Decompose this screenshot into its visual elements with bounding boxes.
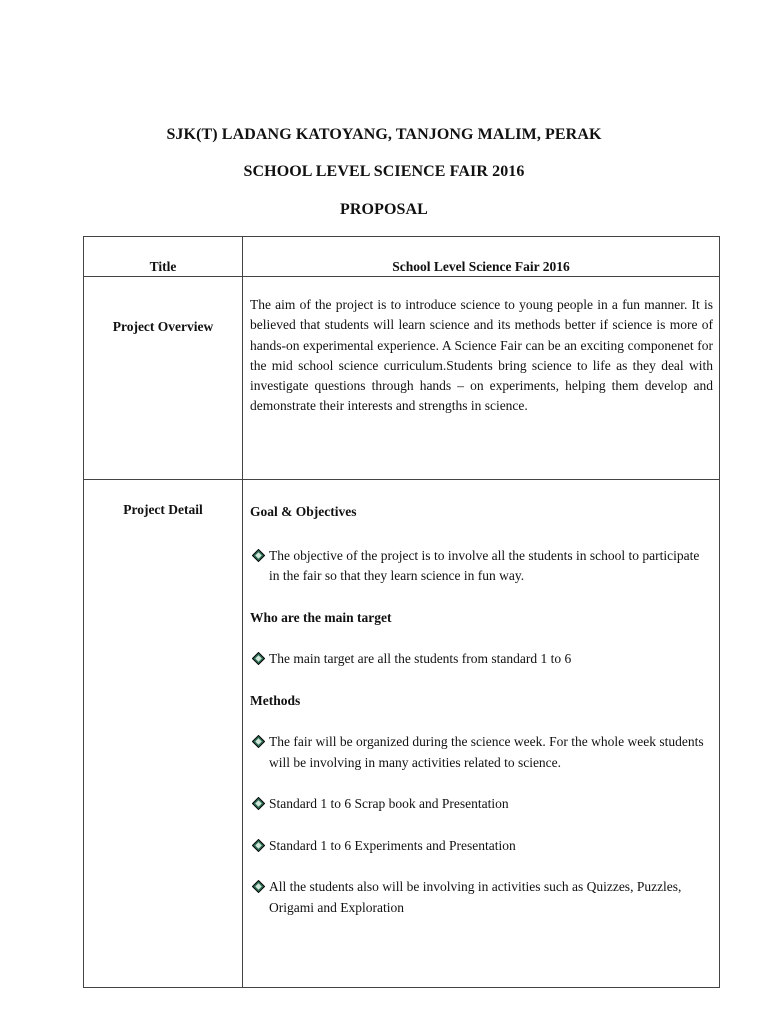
methods-heading: Methods — [250, 692, 301, 708]
proposal-heading: PROPOSAL — [340, 201, 428, 218]
target-bullet — [250, 649, 709, 670]
proposal-table — [83, 236, 720, 988]
methods-bullet-text: All the students also will be involving in activities such as Quizzes, Puzzles, Origami and Exploration — [269, 879, 682, 915]
methods-bullet-text: Standard 1 to 6 Scrap book and Presentation — [269, 796, 509, 811]
diamond-bullet-icon — [252, 797, 265, 810]
methods-bullet — [250, 877, 709, 918]
diamond-bullet-icon — [252, 880, 265, 893]
methods-bullet — [250, 836, 709, 857]
diamond-bullet-icon — [252, 549, 265, 562]
title-value: School Level Science Fair 2016 — [243, 237, 720, 277]
detail-label: Project Detail — [84, 480, 243, 988]
goal-heading: Goal & Objectives — [250, 504, 357, 519]
diamond-bullet-icon — [252, 735, 265, 748]
title-row — [84, 237, 720, 277]
goal-bullet — [250, 546, 709, 587]
methods-bullet — [250, 732, 709, 773]
overview-cell — [243, 277, 720, 480]
title-label: Title — [84, 237, 243, 277]
overview-row — [84, 277, 720, 480]
target-bullet-text: The main target are all the students from standard 1 to 6 — [269, 651, 572, 666]
diamond-bullet-icon — [252, 652, 265, 665]
overview-label: Project Overview — [84, 277, 243, 480]
target-heading: Who are the main target — [250, 609, 392, 625]
detail-cell — [243, 480, 720, 988]
school-name-heading: SJK(T) LADANG KATOYANG, TANJONG MALIM, PERAK — [166, 126, 602, 143]
goal-bullet-text: The objective of the project is to involve all the students in school to participate in the fair so that they learn science in fun way. — [269, 547, 700, 583]
diamond-bullet-icon — [252, 839, 265, 852]
detail-row — [84, 480, 720, 988]
methods-bullet-text: Standard 1 to 6 Experiments and Presentation — [269, 837, 516, 853]
overview-text: The aim of the project is to introduce science to young people in a fun manner. It is believed that students will learn science and its methods better if science is more of hands-on experimental experience. A Science Fair can be an exciting componenet for the mid school science curriculum.Students bring science to life as they deal with investigate questions through hands – on experiments, helping them develop and demonstrate their interests and strengths in science. — [250, 297, 713, 414]
event-heading: SCHOOL LEVEL SCIENCE FAIR 2016 — [243, 163, 525, 180]
methods-bullet-text: The fair will be organized during the science week. For the whole week students will be involving in many activities related to science. — [269, 734, 704, 770]
methods-bullet — [250, 794, 709, 815]
